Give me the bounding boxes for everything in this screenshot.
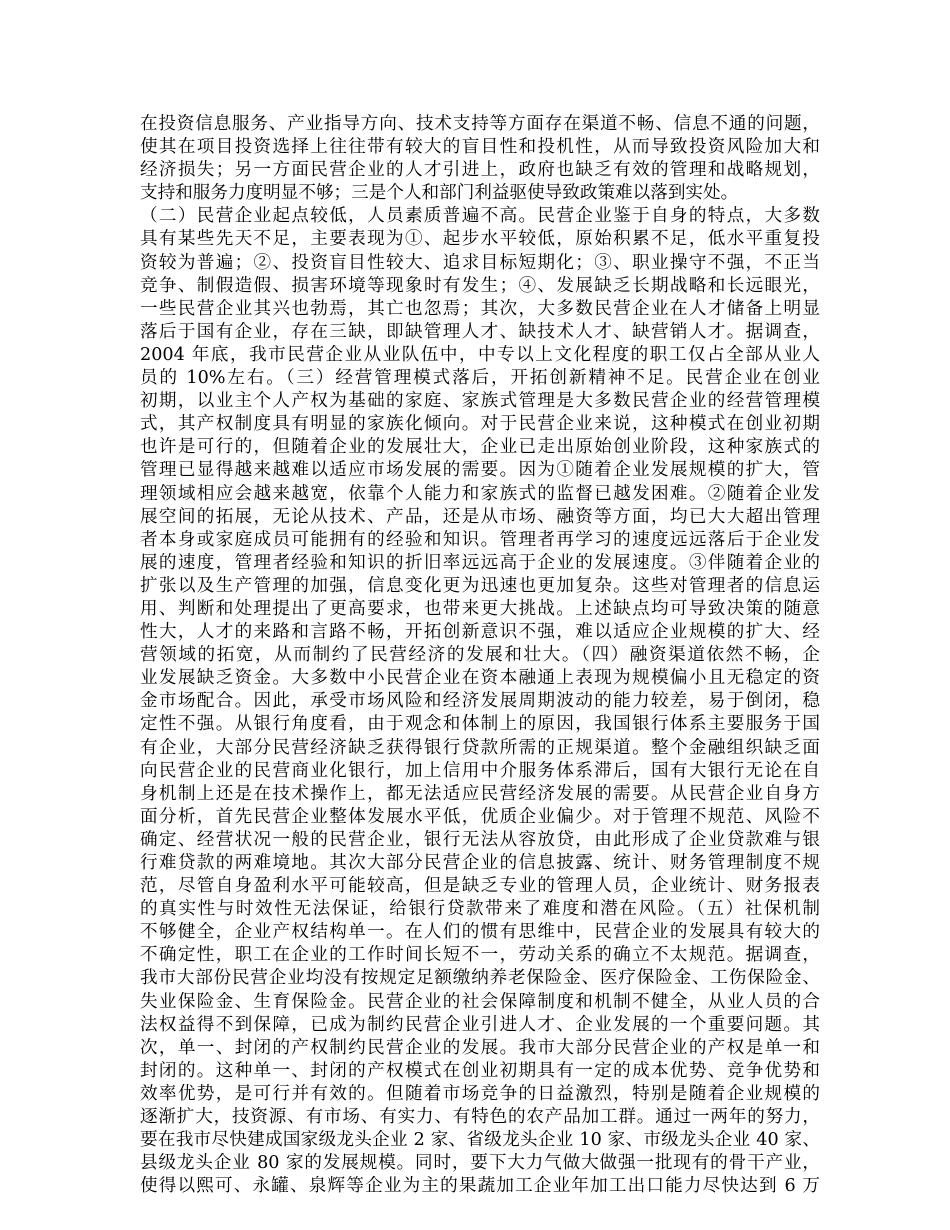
text-line: 者本身或家庭成员可能拥有的经验和知识。管理者再学习的速度远远落后于企业发 [140,529,820,550]
text-line: 式，其产权制度具有明显的家族化倾向。对于民营企业来说，这种模式在创业初期 [140,414,820,435]
text-line: 金市场配合。因此，承受市场风险和经济发展周期波动的能力较差，易于倒闭，稳 [140,691,820,712]
text-line: 面分析，首先民营企业整体发展水平低，优质企业偏少。对于管理不规范、风险不 [140,806,820,827]
text-line: 效率优势，是可行并有效的。但随着市场竞争的日益激烈，特别是随着企业规模的 [140,1083,820,1104]
text-line: 定性不强。从银行角度看，由于观念和体制上的原因，我国银行体系主要服务于国 [140,714,820,735]
body-text [140,113,820,1198]
text-line: 有企业，大部分民营经济缺乏获得银行贷款所需的正规渠道。整个金融组织缺乏面 [140,737,820,758]
text-line: 支持和服务力度明显不够；三是个人和部门利益驱使导致政策难以落到实处。 [140,183,739,204]
text-line: 逐渐扩大，技资源、有市场、有实力、有特色的农产品加工群。通过一两年的努力， [140,1107,820,1128]
text-line: 确定、经营状况一般的民营企业，银行无法从容放贷，由此形成了企业贷款难与银 [140,829,820,850]
text-line: 不够健全，企业产权结构单一。在人们的惯有思维中，民营企业的发展具有较大的 [140,922,820,943]
text-line: 行难贷款的两难境地。其次大部分民营企业的信息披露、统计、财务管理制度不规 [140,853,820,873]
text-line: 也许是可行的，但随着企业的发展壮大，企业已走出原始创业阶段，这种家族式的 [140,437,820,458]
text-line: 用、判断和处理提出了更高要求，也带来更大挑战。上述缺点均可导致决策的随意 [140,598,820,619]
text-line: （二）民营企业起点较低，人员素质普遍不高。民营企业鉴于自身的特点，大多数 [140,206,820,227]
text-line: 要在我市尽快建成国家级龙头企业 2 家、省级龙头企业 10 家、市级龙头企业 40 家、 [140,1130,820,1151]
text-line: 封闭的。这种单一、封闭的产权模式在创业初期具有一定的成本优势、竞争优势和 [140,1060,820,1081]
text-line: 员的 10%左右。（三）经营管理模式落后，开拓创新精神不足。民营企业在创业 [140,368,820,389]
text-line: 经济损失；另一方面民营企业的人才引进上，政府也缺乏有效的管理和战略规划， [140,160,820,181]
text-line: 使其在项目投资选择上往往带有较大的盲目性和投机性，从而导致投资风险加大和 [140,137,820,158]
text-line: 向民营企业的民营商业化银行，加上信用中介服务体系滞后，国有大银行无论在自 [140,760,820,781]
text-line: 范，尽管自身盈利水平可能较高，但是缺乏专业的管理人员，企业统计、财务报表 [140,876,820,897]
text-line: 法权益得不到保障，已成为制约民营企业引进人才、企业发展的一个重要问题。其 [140,1014,820,1035]
text-line: 展的速度，管理者经验和知识的折旧率远远高于企业的发展速度。③伴随着企业的 [140,552,820,573]
text-line: 不确定性，职工在企业的工作时间长短不一，劳动关系的确立不太规范。据调查， [140,945,820,966]
text-line: 一些民营企业其兴也勃焉，其亡也忽焉；其次，大多数民营企业在人才储备上明显 [140,298,820,319]
text-line: 竞争、制假造假、损害环境等现象时有发生；④、发展缺乏长期战略和长远眼光， [140,275,820,296]
text-line: 理领域相应会越来越宽，依靠个人能力和家族式的监督已越发困难。②随着企业发 [140,483,820,504]
text-line: 的真实性与时效性无法保证，给银行贷款带来了难度和潜在风险。（五）社保机制 [140,899,820,920]
text-line: 使得以熙可、永罐、泉辉等企业为主的果蔬加工企业年加工出口能力尽快达到 6 万 [140,1176,820,1197]
text-line: 业发展缺乏资金。大多数中小民营企业在资本融通上表现为规模偏小且无稳定的资 [140,668,820,689]
text-line: 失业保险金、生育保险金。民营企业的社会保障制度和机制不健全，从业人员的合 [140,991,820,1012]
text-line: 展空间的拓展，无论从技术、产品，还是从市场、融资等方面，均已大大超出管理 [140,506,820,527]
text-line: 次，单一、封闭的产权制约民营企业的发展。我市大部分民营企业的产权是单一和 [140,1037,820,1058]
text-line: 身机制上还是在技术操作上，都无法适应民营经济发展的需要。从民营企业自身方 [140,783,820,804]
text-line: 管理已显得越来越难以适应市场发展的需要。因为①随着企业发展规模的扩大，管 [140,460,820,481]
text-line: 初期，以业主个人产权为基础的家庭、家族式管理是大多数民营企业的经营管理模 [140,391,820,412]
text-line: 落后于国有企业，存在三缺，即缺管理人才、缺技术人才、缺营销人才。据调查， [140,321,820,342]
text-line: 扩张以及生产管理的加强，信息变化更为迅速也更加复杂。这些对管理者的信息运 [140,575,820,596]
text-line: 在投资信息服务、产业指导方向、技术支持等方面存在渠道不畅、信息不通的问题， [140,114,820,134]
text-line: 资较为普遍；②、投资盲目性较大、追求目标短期化；③、职业操守不强，不正当 [140,252,820,273]
text-line: 2004 年底，我市民营企业从业队伍中，中专以上文化程度的职工仅占全部从业人 [140,344,820,365]
text-line: 我市大部份民营企业均没有按规定足额缴纳养老保险金、医疗保险金、工伤保险金、 [140,968,820,989]
text-line: 营领域的拓宽，从而制约了民营经济的发展和壮大。（四）融资渠道依然不畅，企 [140,645,820,666]
text-line: 性大，人才的来路和言路不畅，开拓创新意识不强，难以适应企业规模的扩大、经 [140,622,820,643]
text-line: 县级龙头企业 80 家的发展规模。同时，要下大力气做大做强一批现有的骨干产业， [140,1153,820,1174]
text-line: 具有某些先天不足，主要表现为①、起步水平较低，原始积累不足，低水平重复投 [140,229,820,250]
